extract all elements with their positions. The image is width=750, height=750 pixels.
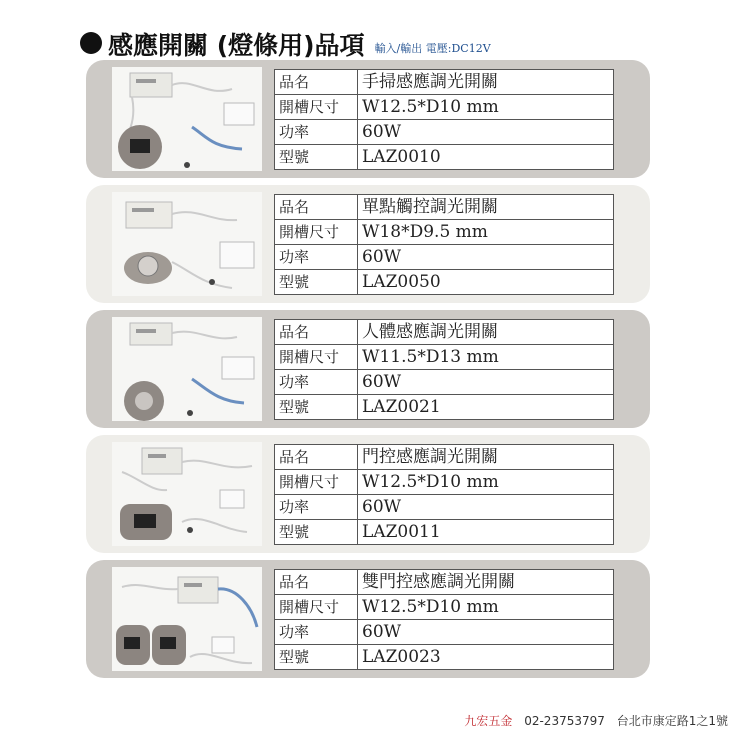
product-power: 60W — [358, 620, 614, 645]
spec-table — [274, 194, 614, 295]
label-cutout: 開槽尺寸 — [275, 345, 358, 370]
page-header — [80, 22, 491, 62]
label-name: 品名 — [275, 445, 358, 470]
spec-table — [274, 444, 614, 545]
label-name: 品名 — [275, 70, 358, 95]
label-power: 功率 — [275, 495, 358, 520]
voltage-note: 輸入/輸出 電壓:DC12V — [374, 42, 491, 55]
product-photo — [112, 317, 262, 421]
label-cutout: 開槽尺寸 — [275, 220, 358, 245]
product-card — [86, 435, 650, 553]
company-phone: 02-23753797 — [524, 714, 605, 728]
product-card — [86, 60, 650, 178]
product-model: LAZ0010 — [358, 145, 614, 170]
product-name: 手掃感應調光開關 — [358, 70, 614, 95]
label-model: 型號 — [275, 645, 358, 670]
label-model: 型號 — [275, 520, 358, 545]
product-name: 雙門控感應調光開關 — [358, 570, 614, 595]
label-model: 型號 — [275, 145, 358, 170]
product-cutout: W12.5*D10 mm — [358, 470, 614, 495]
product-power: 60W — [358, 370, 614, 395]
product-model: LAZ0021 — [358, 395, 614, 420]
company-address: 台北市康定路1之1號 — [616, 714, 728, 728]
label-cutout: 開槽尺寸 — [275, 95, 358, 120]
label-model: 型號 — [275, 270, 358, 295]
label-name: 品名 — [275, 320, 358, 345]
product-cutout: W12.5*D10 mm — [358, 95, 614, 120]
product-cutout: W18*D9.5 mm — [358, 220, 614, 245]
product-name: 人體感應調光開關 — [358, 320, 614, 345]
label-power: 功率 — [275, 245, 358, 270]
spec-table — [274, 69, 614, 170]
spec-table — [274, 319, 614, 420]
bullet-icon — [80, 32, 102, 54]
product-photo — [112, 567, 262, 671]
product-model: LAZ0011 — [358, 520, 614, 545]
spec-table — [274, 569, 614, 670]
product-model: LAZ0050 — [358, 270, 614, 295]
product-cutout: W12.5*D10 mm — [358, 595, 614, 620]
label-power: 功率 — [275, 370, 358, 395]
product-power: 60W — [358, 120, 614, 145]
label-power: 功率 — [275, 120, 358, 145]
label-model: 型號 — [275, 395, 358, 420]
product-card — [86, 310, 650, 428]
company-footer — [464, 712, 728, 729]
product-photo — [112, 442, 262, 546]
company-name: 九宏五金 — [464, 714, 513, 728]
label-name: 品名 — [275, 195, 358, 220]
product-power: 60W — [358, 495, 614, 520]
product-cutout: W11.5*D13 mm — [358, 345, 614, 370]
product-card — [86, 185, 650, 303]
label-cutout: 開槽尺寸 — [275, 595, 358, 620]
product-card — [86, 560, 650, 678]
product-name: 門控感應調光開關 — [358, 445, 614, 470]
label-cutout: 開槽尺寸 — [275, 470, 358, 495]
label-name: 品名 — [275, 570, 358, 595]
product-photo — [112, 67, 262, 171]
product-model: LAZ0023 — [358, 645, 614, 670]
product-power: 60W — [358, 245, 614, 270]
product-photo — [112, 192, 262, 296]
label-power: 功率 — [275, 620, 358, 645]
page-title: 感應開關 (燈條用)品項 — [108, 31, 365, 60]
product-name: 單點觸控調光開關 — [358, 195, 614, 220]
